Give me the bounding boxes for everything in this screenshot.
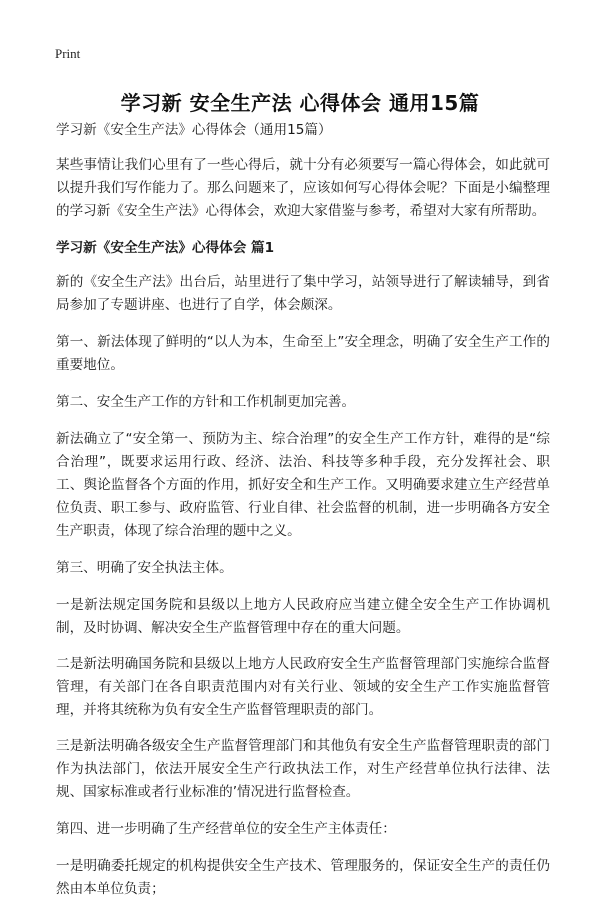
body-paragraph: 新的《安全生产法》出台后，站里进行了集中学习，站领导进行了解读辅导，到省局参加了专题讲座、也进行了自学，体会颇深。: [56, 274, 550, 313]
body-paragraph: 三是新法明确各级安全生产监督管理部门和其他负有安全生产监督管理职责的部门作为执法部门，依法开展安全生产行政执法工作，对生产经营单位执行法律、法规、国家标准或者行业标准的’情况进行监督检查。: [56, 738, 550, 800]
body-paragraph: 第二、安全生产工作的方针和工作机制更加完善。: [56, 394, 356, 410]
body-paragraph: 第三、明确了安全执法主体。: [56, 560, 233, 576]
body-paragraph: 一是新法规定国务院和县级以上地方人民政府应当建立健全安全生产工作协调机制，及时协调、解决安全生产监督管理中存在的重大问题。: [56, 597, 550, 636]
document-body: [56, 119, 550, 901]
print-link[interactable]: Print: [55, 46, 81, 61]
document-subtitle: 学习新《安全生产法》心得体会（通用15篇）: [56, 122, 332, 138]
page-title: 学习新 安全生产法 心得体会 通用15篇: [120, 91, 480, 116]
body-paragraph: 二是新法明确国务院和县级以上地方人民政府安全生产监督管理部门实施综合监督管理，有关部门在各自职责范围内对有关行业、领域的安全生产工作实施监督管理，并将其统称为负有安全生产监督管理职责的部门。: [56, 656, 550, 718]
intro-paragraph: 某些事情让我们心里有了一些心得后，就十分有必须要写一篇心得体会，如此就可以提升我们写作能力了。那么问题来了，应该如何写心得体会呢？下面是小编整理的学习新《安全生产法》心得体会，欢迎大家借鉴与参考，希望对大家有所帮助。: [56, 157, 550, 219]
body-paragraph: 一是明确委托规定的机构提供安全生产技术、管理服务的，保证安全生产的责任仍然由本单位负责；: [56, 858, 550, 897]
body-paragraph: 第一、新法体现了鲜明的“以人为本，生命至上”安全理念，明确了安全生产工作的重要地位。: [56, 334, 550, 373]
body-paragraph: 新法确立了“安全第一、预防为主、综合治理”的安全生产工作方针，难得的是“综合治理”，既要求运用行政、经济、法治、科技等多种手段，充分发挥社会、职工、舆论监督各个方面的作用，抓好安全和生产工作。又明确要求建立生产经营单位负责、职工参与、政府监管、行业自律、社会监督的机制，进一步明确各方安全生产职责，体现了综合治理的题中之义。: [56, 431, 550, 539]
section-heading: 学习新《安全生产法》心得体会 篇1: [56, 240, 275, 256]
body-paragraph: 第四、进一步明确了生产经营单位的安全生产主体责任：: [56, 821, 396, 837]
